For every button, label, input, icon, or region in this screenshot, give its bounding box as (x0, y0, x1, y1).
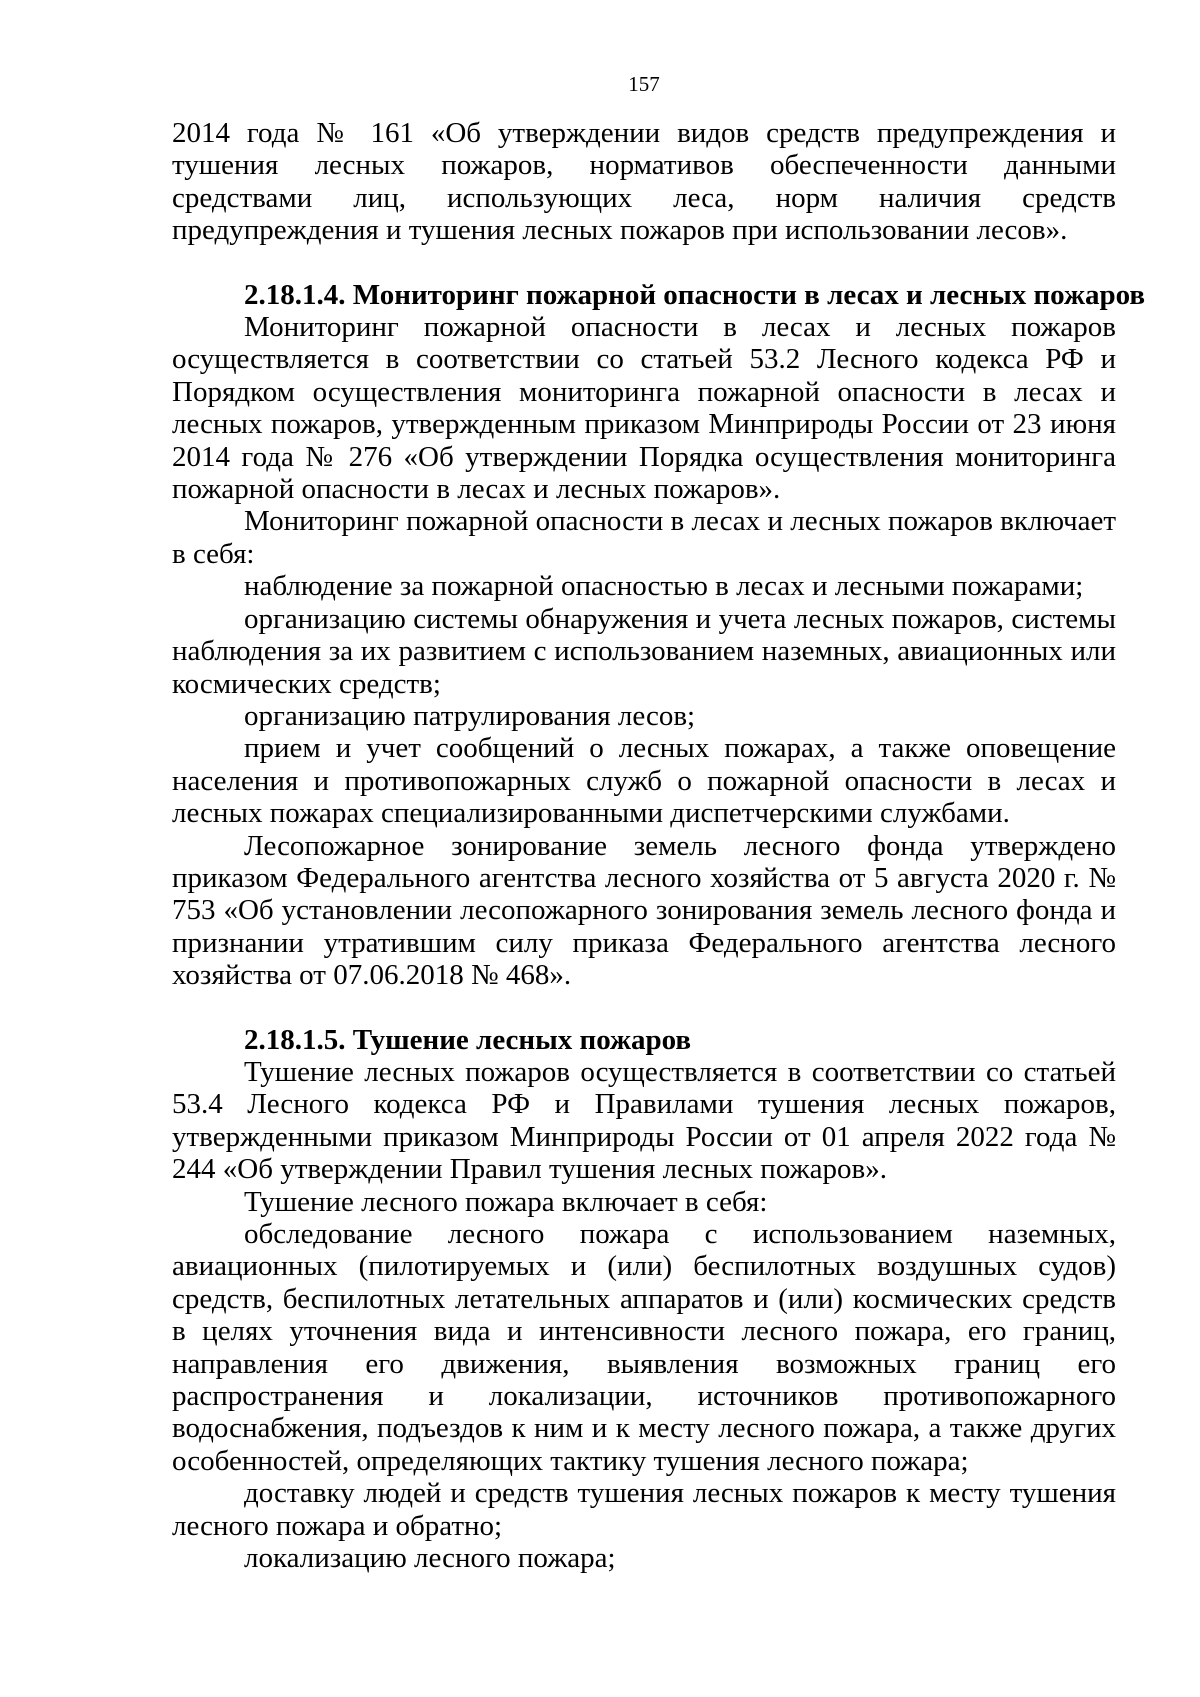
paragraph: Мониторинг пожарной опасности в лесах и лесных пожаров осуществляется в соответствии со статьей 53.2 Лесного кодекса РФ и Порядком осуществления мониторинга пожарной опасности в лесах и лесных пожаров, утвержденным приказом Минприроды России от 23 июня 2014 года № 276 «Об утверждении Порядка осуществления мониторинга пожарной опасности в лесах и лесных пожаров». (172, 311, 1116, 506)
paragraph: Мониторинг пожарной опасности в лесах и лесных пожаров включает в себя: (172, 505, 1116, 570)
page-number: 157 (628, 72, 660, 96)
list-item: организацию патрулирования лесов; (244, 699, 696, 732)
list-item: наблюдение за пожарной опасностью в лесах и лесными пожарами; (244, 570, 1084, 603)
paragraph: Лесопожарное зонирование земель лесного фонда утверждено приказом Федерального агентства лесного хозяйства от 5 августа 2020 г. № 753 «Об установлении лесопожарного зонирования земель лесного фонда и признании утратившим силу приказа Федерального агентства лесного хозяйства от 07.06.2018 № 468». (172, 829, 1116, 992)
list-item: локализацию лесного пожара; (244, 1542, 616, 1575)
paragraph: Тушение лесного пожара включает в себя: (244, 1185, 768, 1218)
paragraph: Тушение лесных пожаров осуществляется в соответствии со статьей 53.4 Лесного кодекса РФ и Правилами тушения лесных пожаров, утвержденными приказом Минприроды России от 01 апреля 2022 года № 244 «Об утверждении Правил тушения лесных пожаров». (172, 1055, 1116, 1186)
list-item: организацию системы обнаружения и учета лесных пожаров, системы наблюдения за их развитием с использованием наземных, авиационных или космических средств; (172, 602, 1116, 700)
continuation-paragraph: 2014 года № 161 «Об утверждении видов средств предупреждения и тушения лесных пожаров, нормативов обеспеченности данными средствами лиц, использующих леса, норм наличия средств предупреждения и тушения лесных пожаров при использовании лесов». (172, 117, 1116, 247)
list-item: прием и учет сообщений о лесных пожарах, а также оповещение населения и противопожарных служб о пожарной опасности в лесах и лесных пожарах специализированными диспетчерскими службами. (172, 732, 1116, 830)
document-body (172, 117, 1146, 1575)
list-item: доставку людей и средств тушения лесных пожаров к месту тушения лесного пожара и обратно; (172, 1477, 1116, 1542)
section-heading-firefighting: 2.18.1.5. Тушение лесных пожаров (244, 1023, 692, 1056)
list-item: обследование лесного пожара с использованием наземных, авиационных (пилотируемых и (или) беспилотных воздушных судов) средств, беспилотных летательных аппаратов и (или) космических средств в целях уточнения вида и интенсивности лесного пожара, его границ, направления его движения, выявления возможных границ его распространения и локализации, источников противопожарного водоснабжения, подъездов к ним и к месту лесного пожара, а также других особенностей, определяющих тактику тушения лесного пожара; (172, 1218, 1116, 1477)
section-heading-monitoring: 2.18.1.4. Мониторинг пожарной опасности в лесах и лесных пожаров (244, 278, 1146, 311)
